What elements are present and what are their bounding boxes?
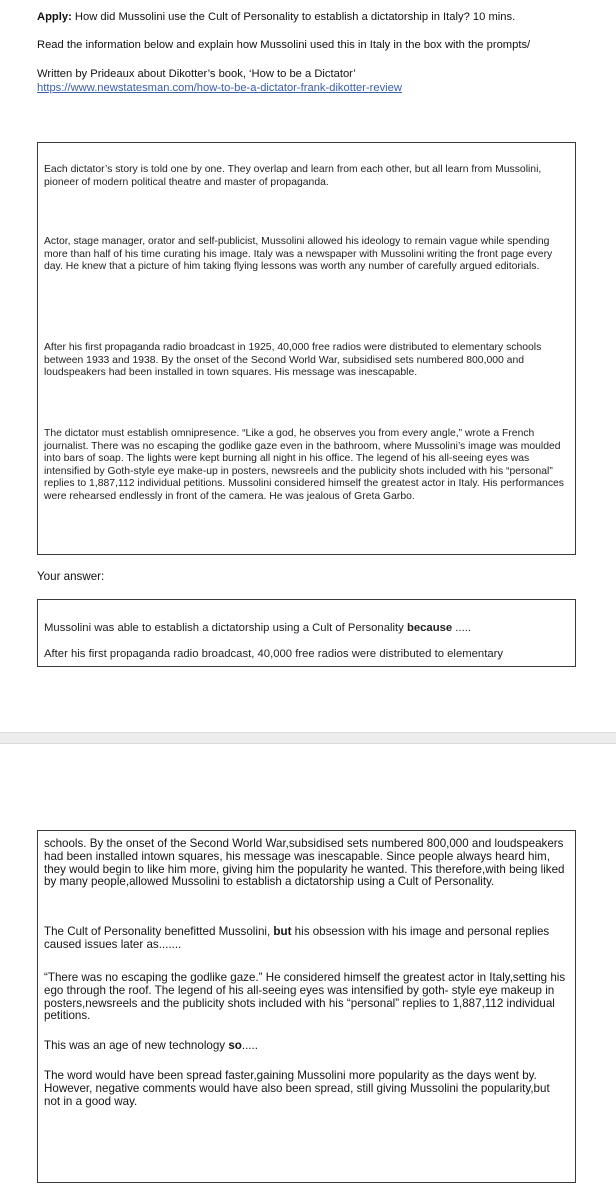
prompt-text-end: his obsession with his image and personal replies caused issues later as....... — [44, 925, 550, 951]
prompt-text: This was an age of new technology — [44, 1039, 229, 1052]
answer-line-1: After his first propaganda radio broadcast, 40,000 free radios were distributed to elementary — [44, 648, 504, 660]
answer-prompt-but — [44, 926, 567, 952]
answer-paragraph-3: The word would have been spread faster,gaining Mussolini more popularity as the days went by. However, negative comments would have also been spread, still giving Mussolini the popularity,but not in a good way. — [44, 1069, 550, 1108]
answer-paragraph-2: “There was no escaping the godlike gaze.” He considered himself the greatest actor in Italy,setting his ego through the roof. The legend of his all-seeing eyes was intensified by goth- style eye makeup in posters,newsreels and the publicity shots included with his “personal” replies to 1,887,112 individual petitions. — [44, 971, 566, 1023]
answer-box-continued[interactable] — [37, 830, 576, 1183]
source-paragraph-3: After his first propaganda radio broadcast in 1925, 40,000 free radios were distributed to elementary schools between 1933 and 1938. By the onset of the Second World War, subsidised sets numbered 800,000 and loudspeakers had been installed in town squares. His message was inescapable. — [44, 342, 542, 378]
task-heading — [37, 11, 515, 24]
prompt-ellipsis: ..... — [452, 622, 472, 634]
answer-box[interactable] — [37, 599, 576, 667]
worksheet-page-2 — [0, 744, 616, 1200]
prompt-text: The Cult of Personality benefitted Mussolini, — [44, 925, 274, 938]
answer-prompt-so — [44, 1040, 567, 1053]
answer-prompt-because — [44, 622, 569, 635]
instruction-text: Read the information below and explain how Mussolini used this in Italy in the box with the prompts/ — [37, 39, 531, 51]
source-link[interactable]: https://www.newstatesman.com/how-to-be-a-dictator-frank-dikotter-review — [37, 82, 402, 94]
source-paragraph-4: The dictator must establish omnipresence. “Like a god, he observes you from every angle,” wrote a French journalist. There was no escaping the godlike gaze even in the bathroom, where Mussolini’s image was moulded into bars of soap. The lights were kept burning all night in his office. The legend of his all-seeing eyes was intensified by Goth-style eye make-up in posters, newsreels and the publicity shots included with his “personal” replies to 1,887,112 individual petitions. Mussolini considered himself the greatest actor in Italy. His performances were rehearsed endlessly in front of the camera. He was jealous of Greta Garbo. — [44, 428, 564, 502]
task-question: How did Mussolini use the Cult of Personality to establish a dictatorship in Italy? 10 mins. — [71, 11, 516, 23]
prompt-keyword-so: so — [228, 1039, 242, 1052]
apply-label: Apply: — [37, 11, 72, 23]
answer-label: Your answer: — [37, 570, 105, 583]
prompt-ellipsis: ..... — [241, 1039, 258, 1052]
source-paragraph-2: Actor, stage manager, orator and self-publicist, Mussolini allowed his ideology to remain vague while spending more than half of his time curating his image. Italy was a newspaper with Mussolini writing the front page every day. He knew that a picture of him taking flying lessons was worth any number of carefully argued editorials. — [44, 236, 553, 272]
source-text-box — [37, 142, 576, 555]
answer-paragraph-1: schools. By the onset of the Second World War,subsidised sets numbered 800,000 and loudspeakers had been installed intown squares, his message was inescapable. Since people always heard him, they would begin to like him more, giving him the popularity he wanted. This therefore,with being liked by many people,allowed Mussolini to establish a dictatorship using a Cult of Personality. — [44, 837, 565, 889]
source-paragraph-1: Each dictator’s story is told one by one. They overlap and learn from each other, but all learn from Mussolini, pioneer of modern political theatre and master of propaganda. — [44, 164, 542, 188]
prompt-text: Mussolini was able to establish a dictatorship using a Cult of Personality — [44, 622, 407, 634]
source-attribution: Written by Prideaux about Dikotter’s book, ‘How to be a Dictator’ — [37, 68, 356, 80]
prompt-keyword-but: but — [273, 925, 292, 938]
prompt-keyword-because: because — [406, 622, 453, 634]
page-break — [0, 732, 616, 744]
